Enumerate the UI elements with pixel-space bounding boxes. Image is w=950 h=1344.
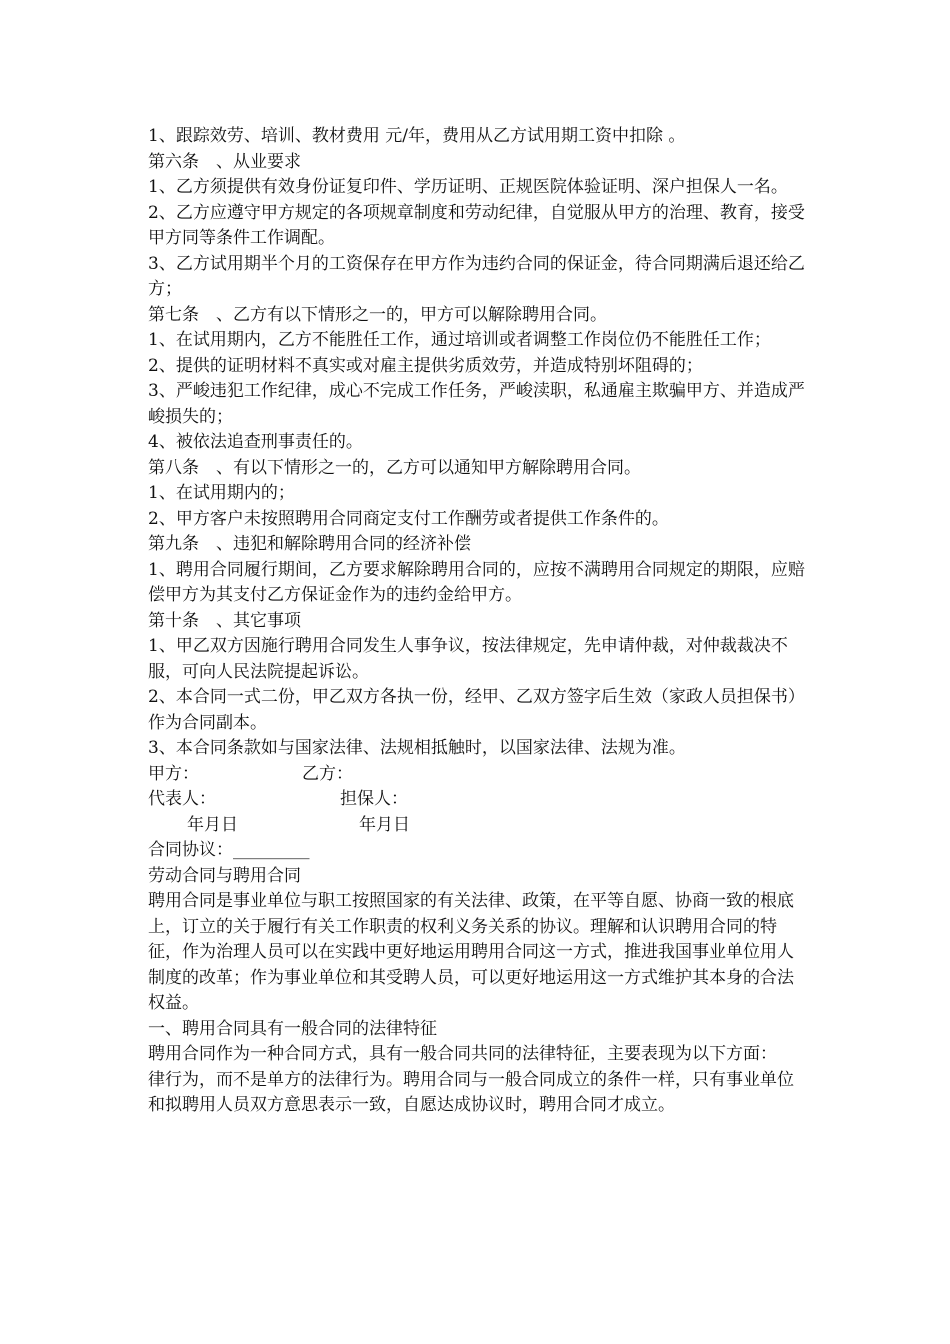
contract-agreement-line: 合同协议：_________ <box>148 840 310 860</box>
clause-line: 1、在试用期内的； <box>148 483 295 503</box>
article-heading: 第六条 、从业要求 <box>148 151 301 172</box>
clause-line: 3、乙方试用期半个月的工资保存在甲方作为违约合同的保证金，待合同期满后退还给乙方； <box>148 253 805 299</box>
party-b-label: 乙方： <box>302 763 353 784</box>
date-a-label: 年月日 <box>187 814 238 835</box>
article-heading: 第八条 、有以下情形之一的，乙方可以通知甲方解除聘用合同。 <box>148 457 641 478</box>
representative-label: 代表人： <box>148 789 216 809</box>
guarantor-label: 担保人： <box>340 789 408 809</box>
document-body <box>148 124 808 1119</box>
signature-row-dates <box>148 813 808 839</box>
section-heading: 一、聘用合同具有一般合同的法律特征 <box>148 1018 437 1039</box>
clause-line: 2、提供的证明材料不真实或对雇主提供劣质效劳，并造成特别坏阻碍的； <box>148 355 703 376</box>
clause-line: 2、乙方应遵守甲方规定的各项规章制度和劳动纪律，自觉服从甲方的治理、教育，接受甲方同等条件工作调配。 <box>148 202 805 248</box>
signature-row-parties <box>148 762 808 788</box>
body-paragraph: 律行为，而不是单方的法律行为。聘用合同与一般合同成立的条件一样，只有事业单位和拟聘用人员双方意思表示一致，自愿达成协议时，聘用合同才成立。 <box>148 1069 794 1115</box>
date-b-label: 年月日 <box>359 814 410 835</box>
clause-line: 1、甲乙双方因施行聘用合同发生人事争议，按法律规定，先申请仲裁，对仲裁裁决不服，可向人民法院提起诉讼。 <box>148 636 788 682</box>
clause-line: 4、被依法追查刑事责任的。 <box>148 432 363 452</box>
clause-line: 1、在试用期内，乙方不能胜任工作，通过培训或者调整工作岗位仍不能胜任工作； <box>148 330 771 350</box>
article-heading: 第九条 、违犯和解除聘用合同的经济补偿 <box>148 534 471 554</box>
clause-line: 2、本合同一式二份，甲乙双方各执一份，经甲、乙双方签字后生效（家政人员担保书）作为合同副本。 <box>148 687 805 733</box>
clause-line: 3、本合同条款如与国家法律、法规相抵触时，以国家法律、法规为准。 <box>148 738 686 758</box>
article-heading: 第七条 、乙方有以下情形之一的，甲方可以解除聘用合同。 <box>148 304 607 325</box>
party-a-label: 甲方： <box>148 763 199 784</box>
clause-line: 3、严峻违犯工作纪律，成心不完成工作任务，严峻渎职，私通雇主欺骗甲方、并造成严峻损失的； <box>148 381 805 427</box>
section-title: 劳动合同与聘用合同 <box>148 865 301 886</box>
clause-line: 2、甲方客户未按照聘用合同商定支付工作酬劳或者提供工作条件的。 <box>148 508 669 529</box>
signature-row-representatives <box>148 787 808 813</box>
clause-line: 1、乙方须提供有效身份证复印件、学历证明、正规医院体验证明、深户担保人一名。 <box>148 177 788 197</box>
clause-line: 1、聘用合同履行期间，乙方要求解除聘用合同的，应按不满聘用合同规定的期限，应赔偿甲方为其支付乙方保证金作为的违约金给甲方。 <box>148 559 805 605</box>
body-paragraph: 聘用合同作为一种合同方式，具有一般合同共同的法律特征，主要表现为以下方面： <box>148 1044 777 1064</box>
body-paragraph: 聘用合同是事业单位与职工按照国家的有关法律、政策，在平等自愿、协商一致的根底上，订立的关于履行有关工作职责的权利义务关系的协议。理解和认识聘用合同的特征，作为治理人员可以在实践中更好地运用聘用合同这一方式，推进我国事业单位用人制度的改革；作为事业单位和其受聘人员，可以更好地运用这一方式维护其本身的合法权益。 <box>148 891 794 1013</box>
article-heading: 第十条 、其它事项 <box>148 610 301 631</box>
clause-line: 1、跟踪效劳、培训、教材费用 元/年，费用从乙方试用期工资中扣除 。 <box>148 126 686 146</box>
